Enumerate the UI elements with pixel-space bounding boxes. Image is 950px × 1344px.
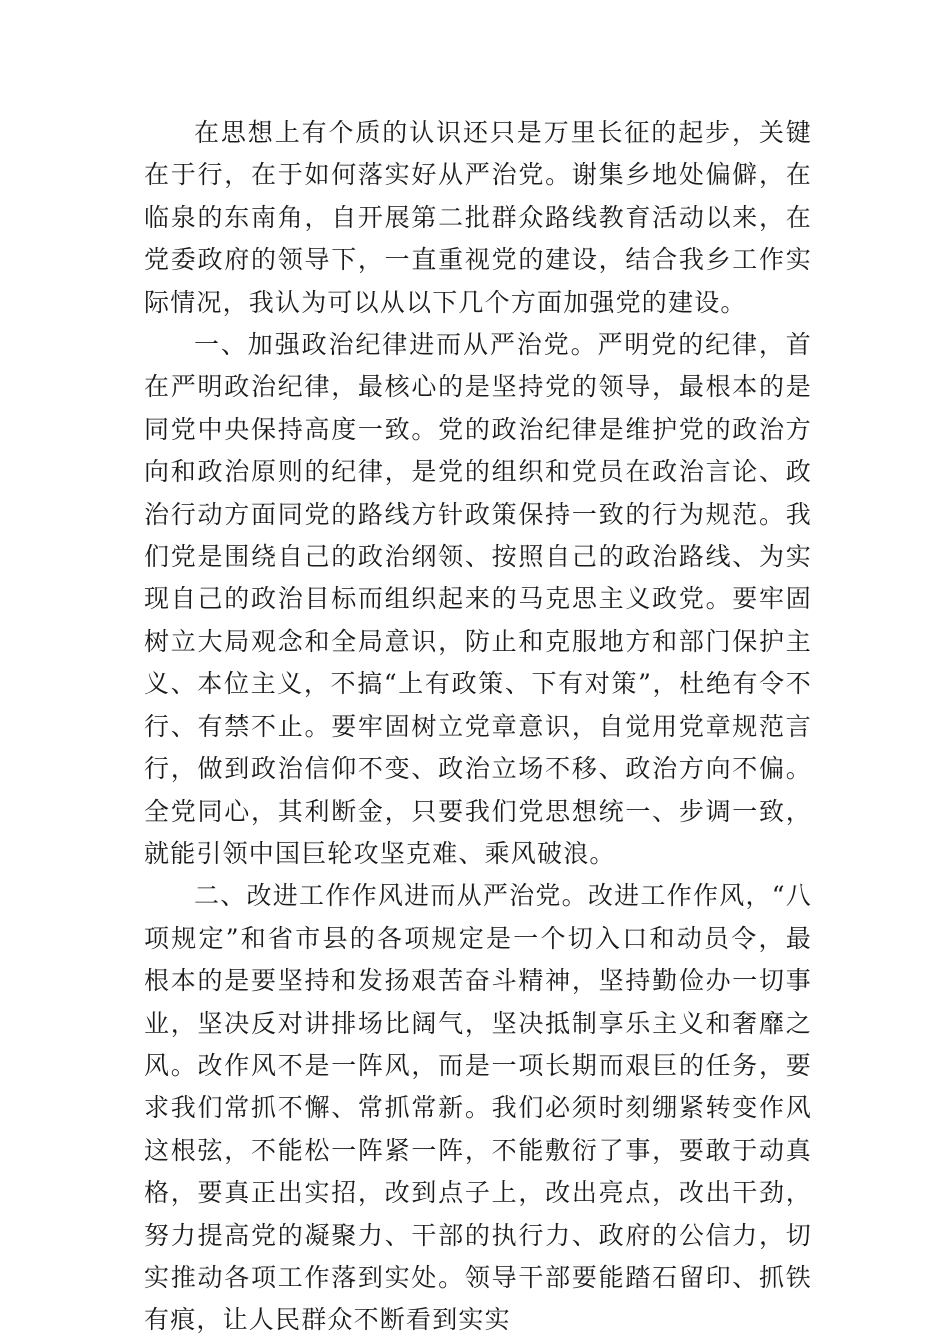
paragraph-political-discipline: 一、加强政治纪律进而从严治党。严明党的纪律，首在严明政治纪律，最核心的是坚持党的领导，最根本的是同党中央保持高度一致。党的政治纪律是维护党的政治方向和政治原则的纪律，是党的组织和党员在政治言论、政治行动方面同党的路线方针政策保持一致的行为规范。我们党是围绕自己的政治纲领、按照自己的政治路线、为实现自己的政治目标而组织起来的马克思主义政党。要牢固树立大局观念和全局意识，防止和克服地方和部门保护主义、本位主义，不搞“上有政策、下有对策”，杜绝有令不行、有禁不止。要牢固树立党章意识，自觉用党章规范言行，做到政治信仰不变、政治立场不移、政治方向不偏。全党同心，其利断金，只要我们党思想统一、步调一致，就能引领中国巨轮攻坚克难、乘风破浪。 (144, 330, 812, 868)
paragraph-intro: 在思想上有个质的认识还只是万里长征的起步，关键在于行，在于如何落实好从严治党。谢集乡地处偏僻，在临泉的东南角，自开展第二批群众路线教育活动以来，在党委政府的领导下，一直重视党的建设，结合我乡工作实际情况，我认为可以从以下几个方面加强党的建设。 (144, 118, 812, 317)
paragraph-work-style: 二、改进工作作风进而从严治党。改进工作作风，“八项规定”和省市县的各项规定是一个切入口和动员令，最根本的是要坚持和发扬艰苦奋斗精神，坚持勤俭办一切事业，坚决反对讲排场比阔气，坚决抵制享乐主义和奢靡之风。改作风不是一阵风，而是一项长期而艰巨的任务，要求我们常抓不懈、常抓常新。我们必须时刻绷紧转变作风这根弦，不能松一阵紧一阵，不能敷衍了事，要敢于动真格，要真正出实招，改到点子上，改出亮点，改出干劲，努力提高党的凝聚力、干部的执行力、政府的公信力，切实推动各项工作落到实处。领导干部要能踏石留印、抓铁有痕，让人民群众不断看到实实 (144, 881, 812, 1335)
document-body (144, 112, 812, 1342)
